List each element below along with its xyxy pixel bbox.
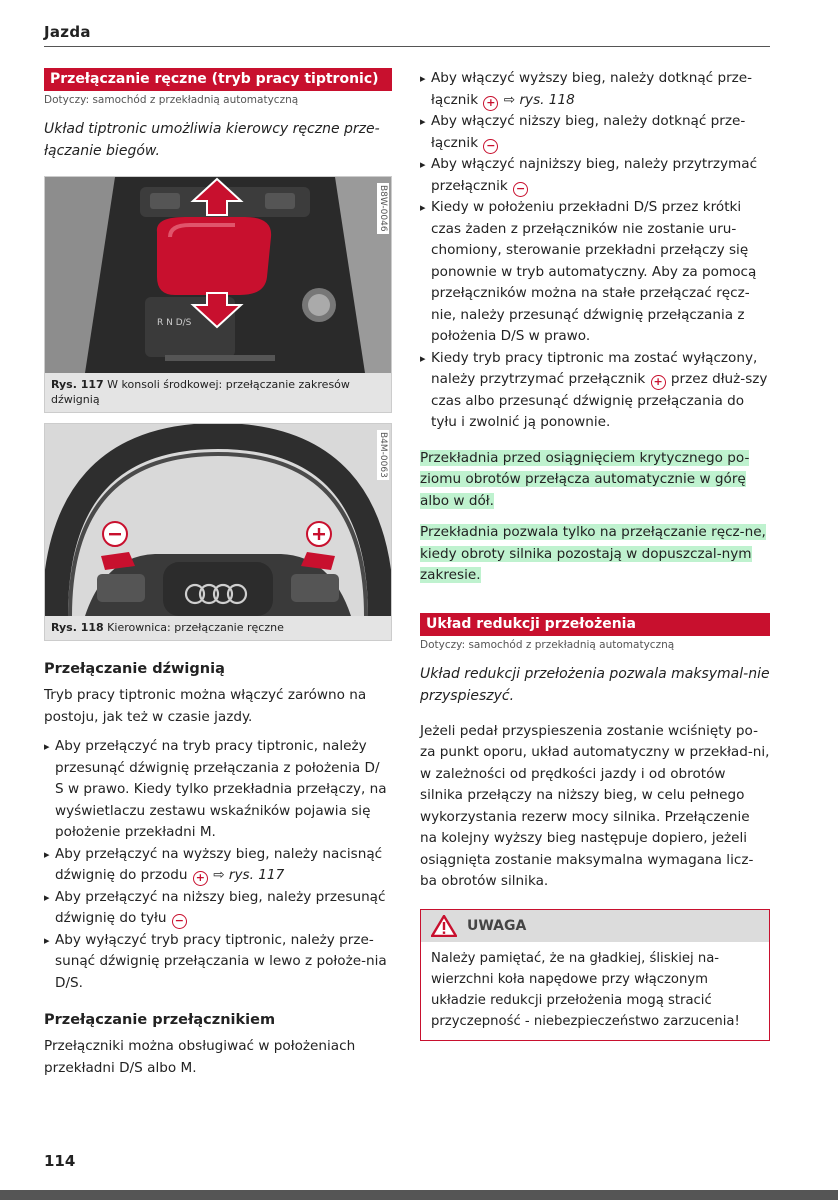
paragraph-lever: Tryb pracy tiptronic można włączyć zarówno na postoju, jak też w czasie jazdy. [44,687,367,725]
applies-to: Dotyczy: samochód z przekładnią automatyczną [44,94,299,106]
warning-title: UWAGA [467,917,527,934]
gear-lever-illustration [45,177,391,373]
figure-caption-text: W konsoli środkowej: przełączanie zakresów dźwignią [51,378,350,406]
figure-label: Rys. 118 [51,621,104,634]
steering-wheel-illustration [45,424,391,616]
heading-lever: Przełączanie dźwignią [44,661,225,677]
figure-label: Rys. 117 [51,378,104,391]
figure-caption [45,373,391,412]
list-item-text: przez dłuż-szy czas albo przesunąć dźwignię przełączania do tyłu i zwolnić ją ponownie. [431,371,768,430]
figure-reference: ⇨ rys. 118 [503,91,575,108]
list-item-text: Aby włączyć najniższy bieg, należy przytrzymać przełącznik [431,156,758,194]
minus-icon: − [513,182,528,197]
right-column [420,68,770,1041]
minus-icon: − [483,139,498,154]
intro-text: Układ tiptronic umożliwia kierowcy ręczne prze-łączanie biegów. [44,121,380,159]
svg-text:R N D/S: R N D/S [157,318,192,328]
warning-header [421,910,769,942]
highlighted-note-2 [420,522,770,587]
warning-icon [431,915,457,937]
list-item [420,111,770,154]
list-item [44,844,392,887]
highlight: Przekładnia przed osiągnięciem krytycznego po-ziomu obrotów przełącza automatycznie w górę albo w dół. [420,449,750,509]
figure-117 [44,176,392,413]
figure-reference: ⇨ rys. 117 [213,867,285,883]
list-item-text: Kiedy w położeniu przekładni D/S przez krótki czas żaden z przełączników nie zostanie uru-chomiony, sterowanie przekładni przełączy się ponownie w tryb automatyczny. Aby za pomocą przełączników można na stałe przełączać ręcz-nie, należy przesunąć dźwignię przełączania z położenia D/S w prawo. [431,199,757,344]
page-header [44,22,770,47]
plus-icon: + [483,96,498,111]
figure-code: B8W-0046 [378,185,388,232]
paragraph-kickdown: Jeżeli pedał przyspieszenia zostanie wciśnięty po-za punkt oporu, układ automatyczny w przekład-ni, w zależności od prędkości jazdy i od obrotów silnika przełączy na niższy bieg, w celu pełnego wykorzystania rezerw mocy silnika. Przełączenie na kolejny wyższy bieg następuje dopiero, jeżeli osiągnięta zostanie maksymalna wymagana licz-ba obrotów silnika. [420,722,770,889]
paddle-list [420,68,770,434]
paragraph-paddles: Przełączniki można obsługiwać w położeniach przekładni D/S albo M. [44,1038,356,1076]
list-item-text: Aby włączyć niższy bieg, należy dotknąć prze-łącznik [431,113,746,151]
plus-icon: + [193,871,208,886]
section-title-tiptronic: Przełączanie ręczne (tryb pracy tiptronic) [44,68,392,91]
list-item [420,154,770,197]
list-item [44,887,392,930]
plus-icon: + [651,375,666,390]
figure-caption-text: Kierownica: przełączanie ręczne [107,621,284,634]
warning-box [420,909,770,1041]
section-title-kickdown: Układ redukcji przełożenia [420,613,770,636]
lever-list [44,736,392,994]
intro-text: Układ redukcji przełożenia pozwala maksymal-nie przyspieszyć. [420,665,770,704]
list-item-text: Aby wyłączyć tryb pracy tiptronic, należy prze-sunąć dźwignię przełączania w lewo z położe-nia D/S. [55,931,387,991]
minus-icon: − [172,914,187,929]
bottom-bar [0,1190,838,1200]
list-item [44,930,392,995]
list-item-text: Kiedy tryb pracy tiptronic ma zostać wyłączony, należy przytrzymać przełącznik [431,349,758,387]
list-item [420,348,770,434]
figure-caption [45,616,391,640]
figure-118 [44,423,392,641]
list-item-text: Aby przełączyć na tryb pracy tiptronic, należy przesunąć dźwignię przełączania z położenia D/ S w prawo. Kiedy tylko przekładnia przełączy, na wyświetlaczu zestawu wskaźników pojawia się położenie przekładni M. [55,738,387,840]
list-item [44,736,392,844]
header-title: Jazda [44,23,91,41]
list-item-text: Aby przełączyć na wyższy bieg, należy nacisnąć dźwignię do przodu [55,845,383,883]
warning-text: Należy pamiętać, że na gładkiej, śliskiej na-wierzchni koła napędowe przy włączonym układzie redukcji przełożenia mogą stracić przyczepność - niebezpieczeństwo zarzucenia! [431,950,740,1029]
left-column [44,68,392,1079]
list-item-text: Aby przełączyć na niższy bieg, należy przesunąć dźwignię do tyłu [55,888,386,926]
list-item [420,68,770,111]
figure-code: B4M-0063 [378,432,388,478]
list-item [420,197,770,348]
highlighted-note-1 [420,448,770,513]
page-number: 114 [44,1152,76,1170]
applies-to: Dotyczy: samochód z przekładnią automatyczną [420,638,675,651]
highlight: Przekładnia pozwala tylko na przełączanie ręcz-ne, kiedy obroty silnika pozostają w dopuszczal-nym zakresie. [420,524,766,583]
list-item-text: Aby włączyć wyższy bieg, należy dotknąć prze-łącznik [431,70,753,108]
heading-paddles: Przełączanie przełącznikiem [44,1012,276,1028]
